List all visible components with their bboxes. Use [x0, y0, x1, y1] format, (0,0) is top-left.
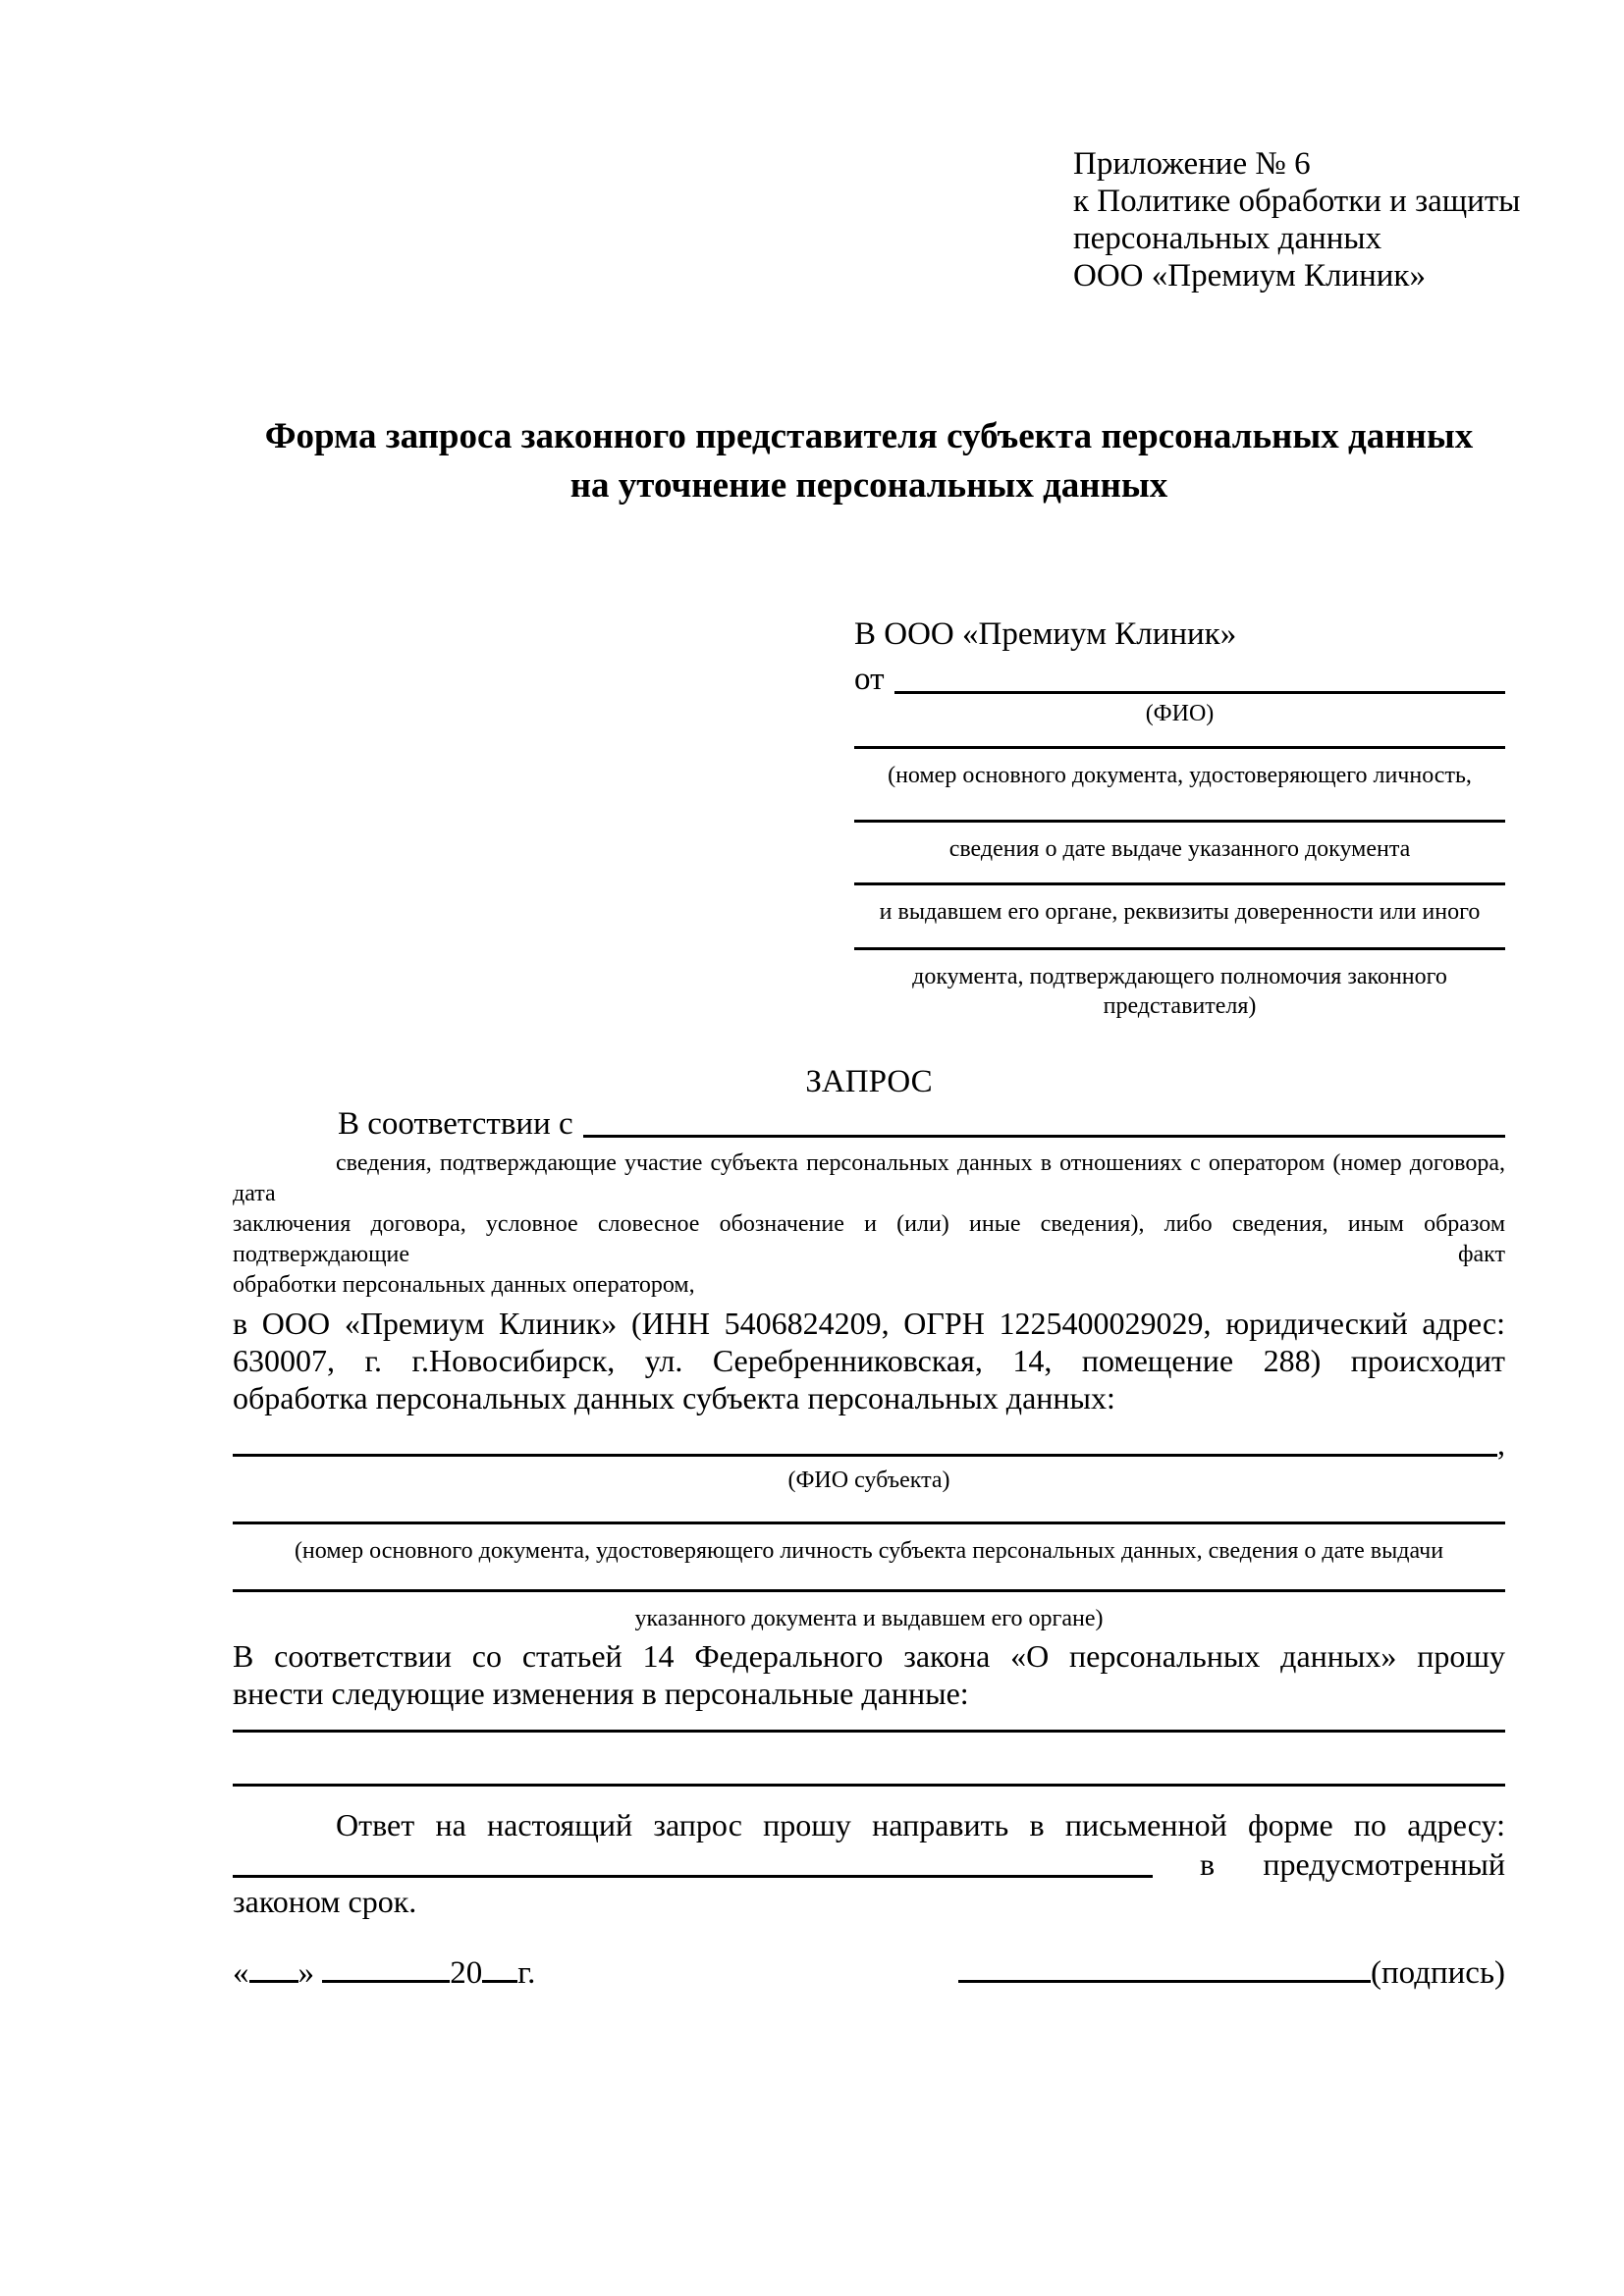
signature-caption: (подпись) [1371, 1955, 1505, 1991]
accordance-lead: В соответствии с [338, 1106, 573, 1142]
document-title [233, 412, 1505, 510]
date-quote-open: « [233, 1955, 249, 1991]
representative-doc-caption-1: (номер основного документа, удостоверяющего личность, [888, 763, 1472, 788]
footnote-line: сведения, подтверждающие участие субъекта персональных данных в отношениях с оператором (номер договора, дата [233, 1150, 1505, 1206]
representative-doc-caption-4: документа, подтверждающего полномочия законного представителя) [912, 964, 1447, 1019]
recipient-block [854, 613, 1505, 1021]
representative-doc-caption-3: и выдавшем его органе, реквизиты доверенности или иного [879, 899, 1481, 925]
subject-doc-field-line-1 [233, 1522, 1505, 1524]
representative-doc-caption-2: сведения о дате выдаче указанного документа [948, 836, 1411, 862]
appendix-line: к Политике обработки и защиты [1073, 184, 1521, 219]
from-label: от [854, 662, 885, 697]
footnote-line: заключения договора, условное словесное обозначение и (или) иные сведения), либо сведения, иным образом подтверждающие факт [233, 1211, 1505, 1267]
reply-line-1: Ответ на настоящий запрос прошу направить в письменной форме по адресу: [336, 1807, 1505, 1842]
operator-paragraph-line: обработка персональных данных субъекта персональных данных: [233, 1380, 1115, 1415]
operator-paragraph-line: 630007, г. г.Новосибирск, ул. Серебренниковская, 14, помещение 288) происходит [233, 1343, 1505, 1378]
subject-fio-field-line [233, 1454, 1497, 1457]
fio-caption: (ФИО) [1145, 701, 1215, 726]
operator-paragraph [233, 1305, 1505, 1416]
appendix-line: ООО «Премиум Клиник» [1073, 258, 1426, 294]
law-paragraph-line-2: внести следующие изменения в персональные данные: [233, 1676, 969, 1711]
accordance-row [233, 1101, 1505, 1143]
date-month-blank [322, 1980, 450, 1983]
date-day-blank [249, 1980, 298, 1983]
document-title-line-2: на уточнение персональных данных [569, 465, 1168, 506]
request-heading: ЗАПРОС [805, 1064, 933, 1099]
date-year-prefix: 20 [450, 1955, 483, 1991]
signature-field-line [958, 1980, 1371, 1983]
reply-line-3: законом срок. [233, 1884, 417, 1919]
law-paragraph-line-1: В соответствии со статьей 14 Федерального закона «О персональных данных» прошу [233, 1638, 1505, 1674]
reply-address-field-line [233, 1875, 1153, 1878]
appendix-block [1073, 145, 1521, 294]
accordance-field-line [583, 1135, 1505, 1138]
reply-paragraph [233, 1806, 1505, 1920]
date-field [233, 1953, 535, 1993]
subject-doc-field-line-2 [233, 1589, 1505, 1592]
footnote-paragraph [233, 1148, 1505, 1301]
document-title-line-1: Форма запроса законного представителя субъекта персональных данных [264, 416, 1474, 456]
recipient-organization: В ООО «Премиум Клиник» [854, 616, 1237, 652]
representative-doc-field-line-3 [854, 882, 1505, 885]
subject-doc-caption-1: (номер основного документа, удостоверяющего личность субъекта персональных данных, сведения о дате выдачи [294, 1538, 1444, 1564]
appendix-line: персональных данных [1073, 221, 1382, 256]
reply-address-row [233, 1843, 1505, 1883]
date-signature-row [233, 1953, 1505, 1993]
law-paragraph [233, 1637, 1505, 1712]
from-field-line [894, 691, 1506, 694]
date-year-blank [482, 1980, 517, 1983]
footnote-line: обработки персональных данных оператором, [233, 1272, 695, 1298]
subject-doc-caption-2: указанного документа и выдавшем его органе) [634, 1606, 1104, 1631]
date-quote-close: » [298, 1955, 314, 1991]
representative-doc-field-line-4 [854, 947, 1505, 950]
subject-fio-trailing-comma: , [1497, 1426, 1505, 1462]
subject-fio-caption: (ФИО субъекта) [787, 1468, 950, 1493]
appendix-line: Приложение № 6 [1073, 146, 1311, 182]
date-year-suffix: г. [517, 1955, 536, 1991]
representative-doc-field-line-2 [854, 820, 1505, 823]
operator-paragraph-line: в ООО «Премиум Клиник» (ИНН 5406824209, ОГРН 1225400029029, юридический адрес: [233, 1306, 1505, 1341]
subject-fio-row [233, 1422, 1505, 1462]
representative-doc-field-line-1 [854, 746, 1505, 749]
changes-field-line-2 [233, 1784, 1505, 1787]
changes-field-line-1 [233, 1730, 1505, 1733]
signature-field [958, 1953, 1505, 1993]
reply-word-predusmotrenny: предусмотренный [1263, 1846, 1505, 1882]
from-field-row [854, 656, 1505, 699]
reply-word-v: в [1200, 1846, 1216, 1882]
